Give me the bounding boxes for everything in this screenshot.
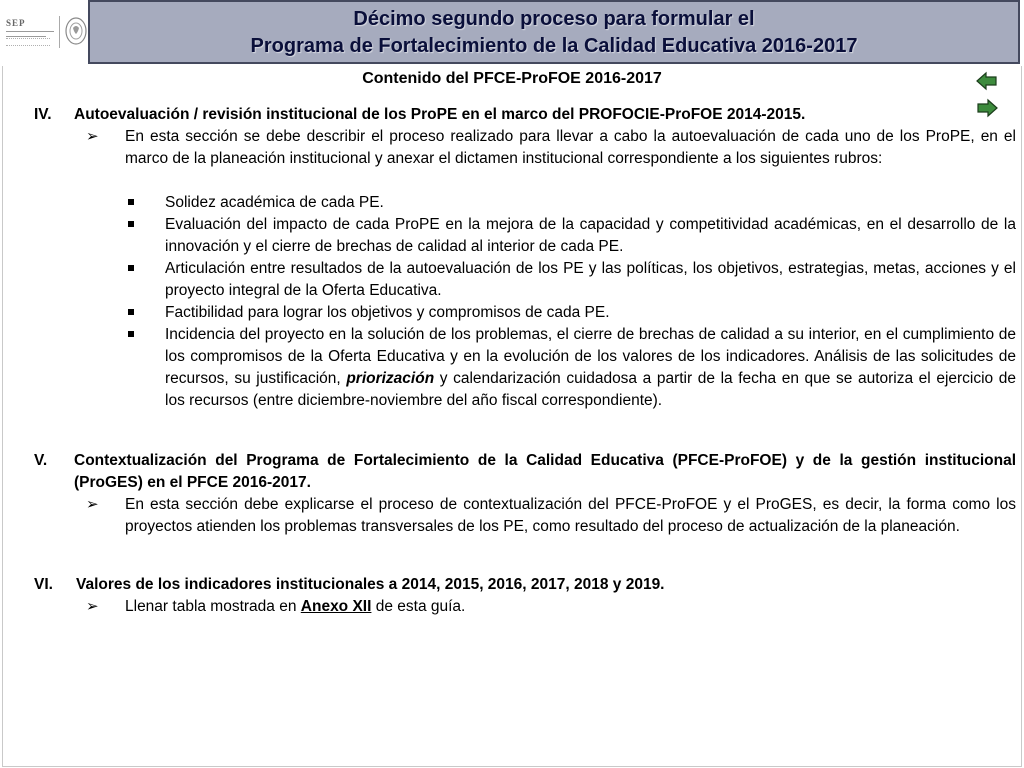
section-iv-bullet-1: Solidez académica de cada PE. bbox=[165, 194, 384, 211]
arrow-bullet-icon: ➢ bbox=[86, 598, 99, 615]
priorizacion-emphasis: priorización bbox=[346, 370, 435, 387]
arrow-bullet-icon: ➢ bbox=[86, 128, 99, 145]
section-iv-intro: En esta sección se debe describir el proceso realizado para llevar a cabo la autoevaluación de cada uno de los ProPE, en el marco de la planeación institucional y anexar el dictamen institucional correspondiente a los siguientes rubros: bbox=[125, 128, 1016, 167]
section-vi-number: VI. bbox=[34, 576, 53, 593]
arrow-bullet-icon: ➢ bbox=[86, 496, 99, 513]
slide-title-line1: Décimo segundo proceso para formular el bbox=[353, 8, 755, 30]
section-iv-bullet-5 bbox=[165, 324, 1016, 412]
section-v-number: V. bbox=[34, 452, 48, 469]
section-vi-intro bbox=[125, 596, 1016, 618]
slide-title-line2: Programa de Fortalecimiento de la Calidad Educativa 2016-2017 bbox=[250, 35, 858, 57]
slide-subtitle: Contenido del PFCE-ProFOE 2016-2017 bbox=[362, 70, 662, 87]
section-iv-bullet-5-part2: y calendarización cuidadosa a partir de la fecha en que se autoriza el ejercicio de los recursos (entre diciembre-noviembre del año fiscal correspondiente). bbox=[165, 370, 1017, 409]
section-iv-bullet-4: Factibilidad para lograr los objetivos y compromisos de cada PE. bbox=[165, 304, 610, 321]
section-iv-bullet-3: Articulación entre resultados de la autoevaluación de los PE y las políticas, los objetivos, estrategias, metas, acciones y el proyecto integral de la Oferta Educativa. bbox=[165, 260, 1016, 299]
section-iv-number: IV. bbox=[34, 106, 52, 123]
anexo-xii-link[interactable]: Anexo XII bbox=[300, 598, 372, 615]
square-bullet-icon bbox=[128, 221, 134, 227]
section-iv-bullet-5-part1: Incidencia del proyecto en la solución de los problemas, el cierre de brechas de calidad a su interior, en el cumplimiento de los compromisos de la Oferta Educativa y en la evolución de los valores de los indicadores. Análisis de las solicitudes de recursos, su justificación, bbox=[165, 326, 1016, 387]
square-bullet-icon bbox=[128, 265, 134, 271]
section-v-heading: Contextualización del Programa de Fortalecimiento de la Calidad Educativa (PFCE-ProFOE) y de la gestión institucional (ProGES) en el PFCE 2016-2017. bbox=[74, 452, 1016, 491]
section-vi-heading: Valores de los indicadores institucionales a 2014, 2015, 2016, 2017, 2018 y 2019. bbox=[76, 576, 665, 593]
square-bullet-icon bbox=[128, 199, 134, 205]
square-bullet-icon bbox=[128, 309, 134, 315]
square-bullet-icon bbox=[128, 331, 134, 337]
section-vi-intro-post: de esta guía. bbox=[375, 598, 466, 615]
section-iv-bullet-2: Evaluación del impacto de cada ProPE en la mejora de la capacidad y competitividad académicas, en el desarrollo de la innovación y el cierre de brechas de calidad al interior de cada PE. bbox=[165, 216, 1016, 255]
sep-logo-text: SEP bbox=[6, 18, 26, 28]
section-v-intro: En esta sección debe explicarse el proceso de contextualización del PFCE-ProFOE y el ProGES, es decir, la forma como los proyectos atienden los problemas transversales de los PE, como resultado del proceso de actualización de la planeación. bbox=[125, 496, 1016, 535]
section-vi-intro-pre: Llenar tabla mostrada en bbox=[125, 598, 297, 615]
section-iv-heading: Autoevaluación / revisión institucional de los ProPE en el marco del PROFOCIE-ProFOE 2014-2015. bbox=[74, 106, 806, 123]
